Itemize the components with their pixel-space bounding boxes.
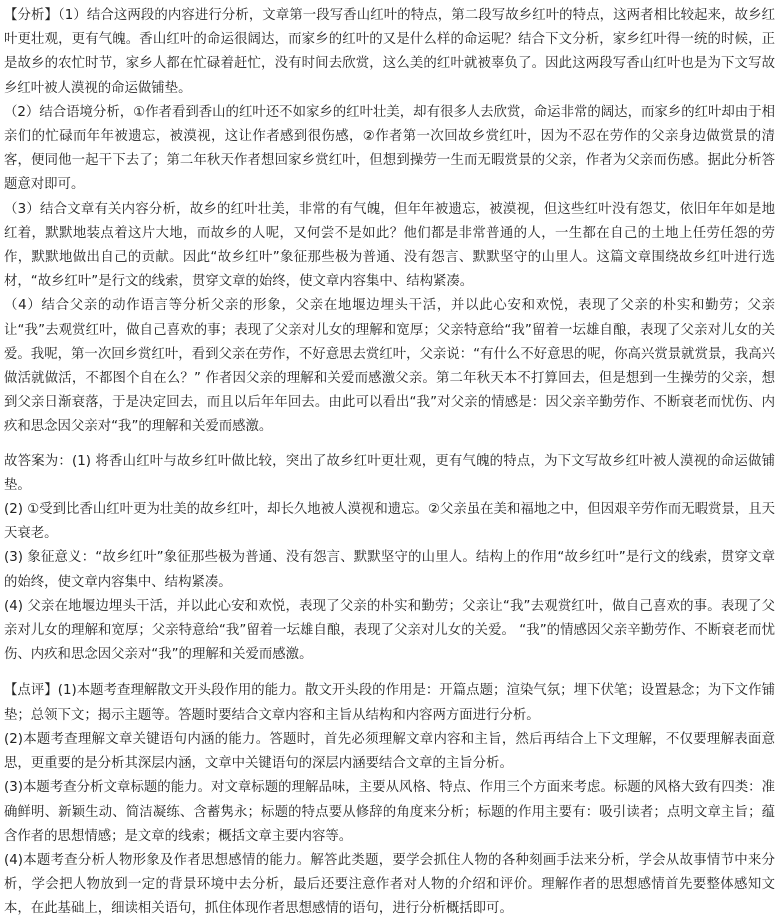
answer-1: 故答案为：(1) 将香山红叶与故乡红叶做比较，突出了故乡红叶更壮观，更有气魄的特点，为下文写故乡红叶被人漠视的命运做铺垫。 — [4, 453, 775, 493]
analysis-paragraph-3: （3）结合文章有关内容分析，故乡的红叶壮美，非常的有气魄，但年年被遗忘，被漠视，但这些红叶没有怨艾，依旧年年如是地红着，默默地装点着这片大地，而故乡的人呢，又何尝不是如此？他们都是非常普通的人，一生都在自己的土地上任劳任怨的劳作，默默地做出自己的贡献。因此“故乡红叶”象征那些极为普通、没有怨言、默默坚守的山里人。这篇文章围绕故乡红叶进行选材，“故乡红叶”是行文的线索，贯穿文章的始终，使文章内容集中、结构紧凑。 — [4, 201, 775, 290]
analysis-paragraph-1: 【分析】（1）结合这两段的内容进行分析，文章第一段写香山红叶的特点，第二段写故乡红叶的特点，这两者相比较起来，故乡红叶更壮观，更有气魄。香山红叶的命运很阔达，而家乡的红叶的又是什么样的命运呢？结合下文分析，家乡红叶得一统的时候，正是故乡的农忙时节，家乡人都在忙碌着赶忙，没有时间去欣赏，这么美的红叶就被辜负了。因此这两段写香山红叶也是为下文写故乡红叶被人漠视的命运做铺垫。 — [4, 8, 775, 96]
comment-2: (2)本题考查理解文章关键语句内涵的能力。答题时，首先必须理解文章内容和主旨，然后再结合上下文理解，不仅要理解表面意思，更重要的是分析其深层内涵，文章中关键语句的深层内涵要结合文章的主旨分析。 — [4, 731, 775, 772]
analysis-paragraph-2: （2）结合语境分析，①作者看到香山的红叶还不如家乡的红叶壮美，却有很多人去欣赏，命运非常的阔达，而家乡的红叶却由于相亲们的忙碌而年年被遗忘，被漠视，这让作者感到很伤感，②作者第一次回故乡赏红叶，因为不忍在劳作的父亲身边做赏景的清客，便同他一起干下去了；第二年秋天作者想回家乡赏红叶，但想到操劳一生而无暇赏景的父亲，作者为父亲而伤感。据此分析答题意对即可。 — [4, 104, 775, 193]
analysis-paragraph-4: （4）结合父亲的动作语言等分析父亲的形象，父亲在地堰边埋头干活，并以此心安和欢悦，表现了父亲的朴实和勤劳；父亲让“我”去观赏红叶，做自己喜欢的事；表现了父亲对儿女的理解和宽厚；父亲特意给“我”留着一坛雄自酿，表现了父亲对儿女的关爱。我呢，第一次回乡赏红叶，看到父亲在劳作，不好意思去赏红叶，父亲说：“有什么不好意思的呢，你高兴赏景就赏景，我高兴做活就做活，不都图个自在么？” 作者因父亲的理解和关爱而感激父亲。第二年秋天本不打算回去，但是想到一生操劳的父亲，想到父亲日渐衰落，于是决定回去，而且以后年年回去。由此可以看出“我”对父亲的情感是：因父亲辛勤劳作、不断衰老而忧伤、内疚和思念因父亲对“我”的理解和关爱而感激。 — [4, 298, 775, 435]
answer-3: (3) 象征意义：“故乡红叶”象征那些极为普通、没有怨言、默默坚守的山里人。结构上的作用“故乡红叶”是行文的线索，贯穿文章的始终，使文章内容集中、结构紧凑。 — [4, 550, 775, 590]
comment-section — [4, 679, 775, 921]
answer-section — [4, 450, 775, 668]
comment-3: (3)本题考查分析文章标题的能力。对文章标题的理解品味，主要从风格、特点、作用三个方面来考虑。标题的风格大致有四类：准确鲜明、新颖生动、简洁凝练、含蓄隽永；标题的特点要从修辞的角度来分析；标题的作用主要有：吸引读者；点明文章主旨；蕴含作者的思想情感；是文章的线索；概括文章主要内容等。 — [4, 780, 775, 844]
analysis-section — [4, 4, 775, 440]
comment-1: 【点评】(1)本题考查理解散文开头段作用的能力。散文开头段的作用是：开篇点题；渲染气氛；埋下伏笔；设置悬念；为下文作铺垫；总领下文；揭示主题等。答题时要结合文章内容和主旨从结构和内容两方面进行分析。 — [4, 683, 775, 723]
answer-2: (2) ①受到比香山红叶更为壮美的故乡红叶，却长久地被人漠视和遗忘。②父亲虽在美和福地之中，但因艰辛劳作而无暇赏景，且天天衰老。 — [4, 502, 775, 542]
comment-4: (4)本题考查分析人物形象及作者思想感情的能力。解答此类题，要学会抓住人物的各种刻画手法来分析，学会从故事情节中来分析，学会把人物放到一定的背景环境中去分析，最后还要注意作者对人物的介绍和评价。理解作者的思想感情首先要整体感知文本，在此基础上，细读相关语句，抓住体现作者思想感情的语句，进行分析概括即可。 — [4, 852, 775, 917]
answer-4: (4) 父亲在地堰边埋头干活，并以此心安和欢悦，表现了父亲的朴实和勤劳；父亲让“我”去观赏红叶，做自己喜欢的事。表现了父亲对儿女的理解和宽厚；父亲特意给“我”留着一坛雄自酿，表现了父亲对儿女的关爱。 “我”的情感因父亲辛勤劳作、不断衰老而忧伤、内疚和思念因父亲对“我”的理解和关爱而感激。 — [4, 598, 775, 663]
